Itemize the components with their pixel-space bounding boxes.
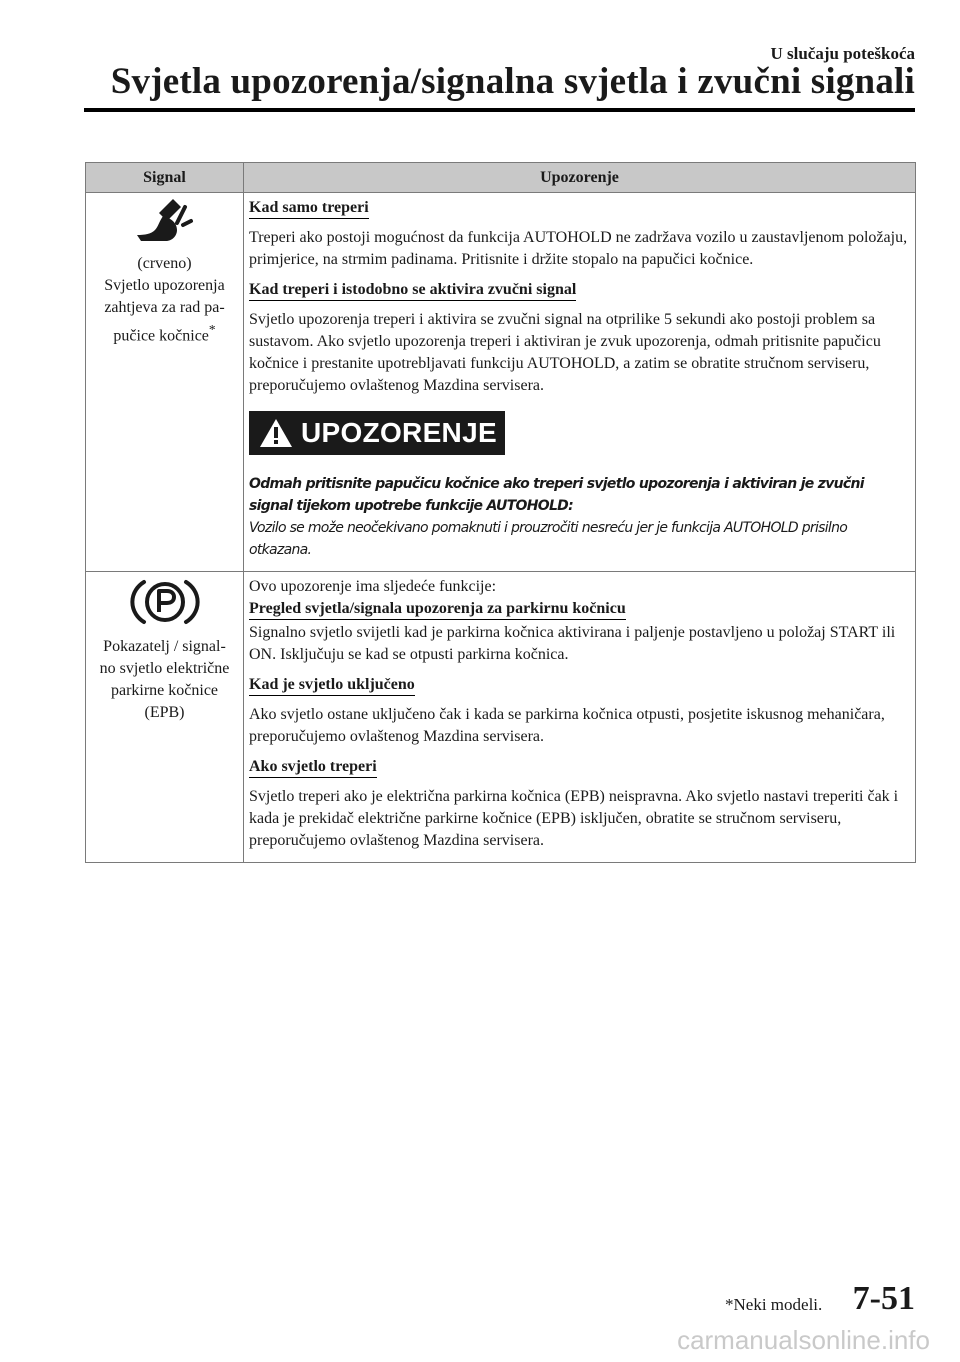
subheading: Ako svjetlo treperi bbox=[249, 757, 377, 778]
signal-line: pučice kočnice* bbox=[113, 322, 216, 345]
subheading: Pregled svjetla/signala upozorenja za parkirnu kočnicu bbox=[249, 599, 626, 620]
intro-text: Ovo upozorenje ima sljedeće funkcije: bbox=[249, 578, 497, 595]
warning-text: Vozilo se može neočekivano pomaknuti i prouzročiti nesreću jer je funkcija AUTOHOLD prisilno otkazana. bbox=[249, 520, 848, 558]
table-row bbox=[86, 193, 916, 572]
signal-line: Pokazatelj / signal- bbox=[103, 638, 226, 655]
paragraph: Svjetlo treperi ako je električna parkirna kočnica (EPB) neispravna. Ako svjetlo nastavi treperiti čak i kada je prekidač električne parkirne kočnice (EPB) isključen, obratite se stručnom serviseru, preporučujemo ovlaštenog Mazdina servisera. bbox=[249, 788, 899, 849]
warning-triangle-icon bbox=[259, 418, 293, 448]
paragraph: Svjetlo upozorenja treperi i aktivira se zvučni signal na otprilike 5 sekundi ako postoji problem sa sustavom. Ako svjetlo upozorenja treperi i aktiviran je zvuk upozorenja, odmah pritisnite papučicu kočnice i prestanite upotrebljavati funkciju AUTOHOLD, a zatim se obratite stručnom serviseru, preporučujemo ovlaštenog Mazdina servisera. bbox=[249, 311, 881, 394]
subheading: Kad je svjetlo uključeno bbox=[249, 675, 415, 696]
warning-body bbox=[249, 473, 911, 561]
footnote: *Neki modeli. bbox=[725, 1295, 823, 1314]
subheading: Kad samo treperi bbox=[249, 198, 369, 219]
table-header-row bbox=[86, 163, 916, 193]
paragraph: Ako svjetlo ostane uključeno čak i kada se parkirna kočnica otpusti, posjetite iskusnog mehaničara, preporučujemo ovlaštenog Mazdina servisera. bbox=[249, 706, 885, 745]
brake-pedal-warning-icon bbox=[133, 197, 197, 245]
signal-line: zahtjeva za rad pa- bbox=[104, 299, 225, 316]
signal-cell bbox=[86, 193, 244, 572]
warning-label: UPOZORENJE bbox=[301, 417, 497, 448]
watermark: carmanualsonline.info bbox=[677, 1325, 930, 1355]
warning-badge bbox=[249, 411, 505, 455]
parking-brake-p-icon bbox=[130, 576, 200, 628]
page-title: Svjetla upozorenja/signalna svjetla i zvučni signali bbox=[110, 61, 915, 102]
warning-cell bbox=[244, 193, 916, 572]
subheading: Kad treperi i istodobno se aktivira zvučni signal bbox=[249, 280, 576, 301]
column-header-signal: Signal bbox=[86, 163, 244, 193]
warning-cell bbox=[244, 572, 916, 863]
table-row bbox=[86, 572, 916, 863]
title-rule bbox=[84, 108, 915, 112]
signal-cell bbox=[86, 572, 244, 863]
paragraph: Treperi ako postoji mogućnost da funkcija AUTOHOLD ne zadržava vozilo u zaustavljenom položaju, primjerice, na strmim padinama. Pritisnite i držite stopalo na papučici kočnice. bbox=[249, 229, 908, 268]
signal-line: Svjetlo upozorenja bbox=[104, 277, 225, 294]
warning-table bbox=[85, 162, 916, 863]
page-number: 7-51 bbox=[852, 1280, 915, 1317]
signal-line: (crveno) bbox=[137, 255, 192, 272]
paragraph: Signalno svjetlo svijetli kad je parkirna kočnica aktivirana i paljenje postavljeno u položaj START ili ON. Isključuju se kad se otpusti parkirna kočnica. bbox=[249, 624, 896, 663]
signal-line: (EPB) bbox=[144, 704, 185, 721]
column-header-warning: Upozorenje bbox=[244, 163, 916, 193]
section-label: U slučaju poteškoća bbox=[770, 44, 915, 63]
signal-line: parkirne kočnice bbox=[110, 682, 219, 699]
footnote-mark: * bbox=[208, 322, 216, 337]
signal-line: no svjetlo električne bbox=[99, 660, 230, 677]
warning-bold-text: Odmah pritisnite papučicu kočnice ako treperi svjetlo upozorenja i aktiviran je zvučni signal tijekom upotrebe funkcije AUTOHOLD: bbox=[249, 476, 864, 514]
